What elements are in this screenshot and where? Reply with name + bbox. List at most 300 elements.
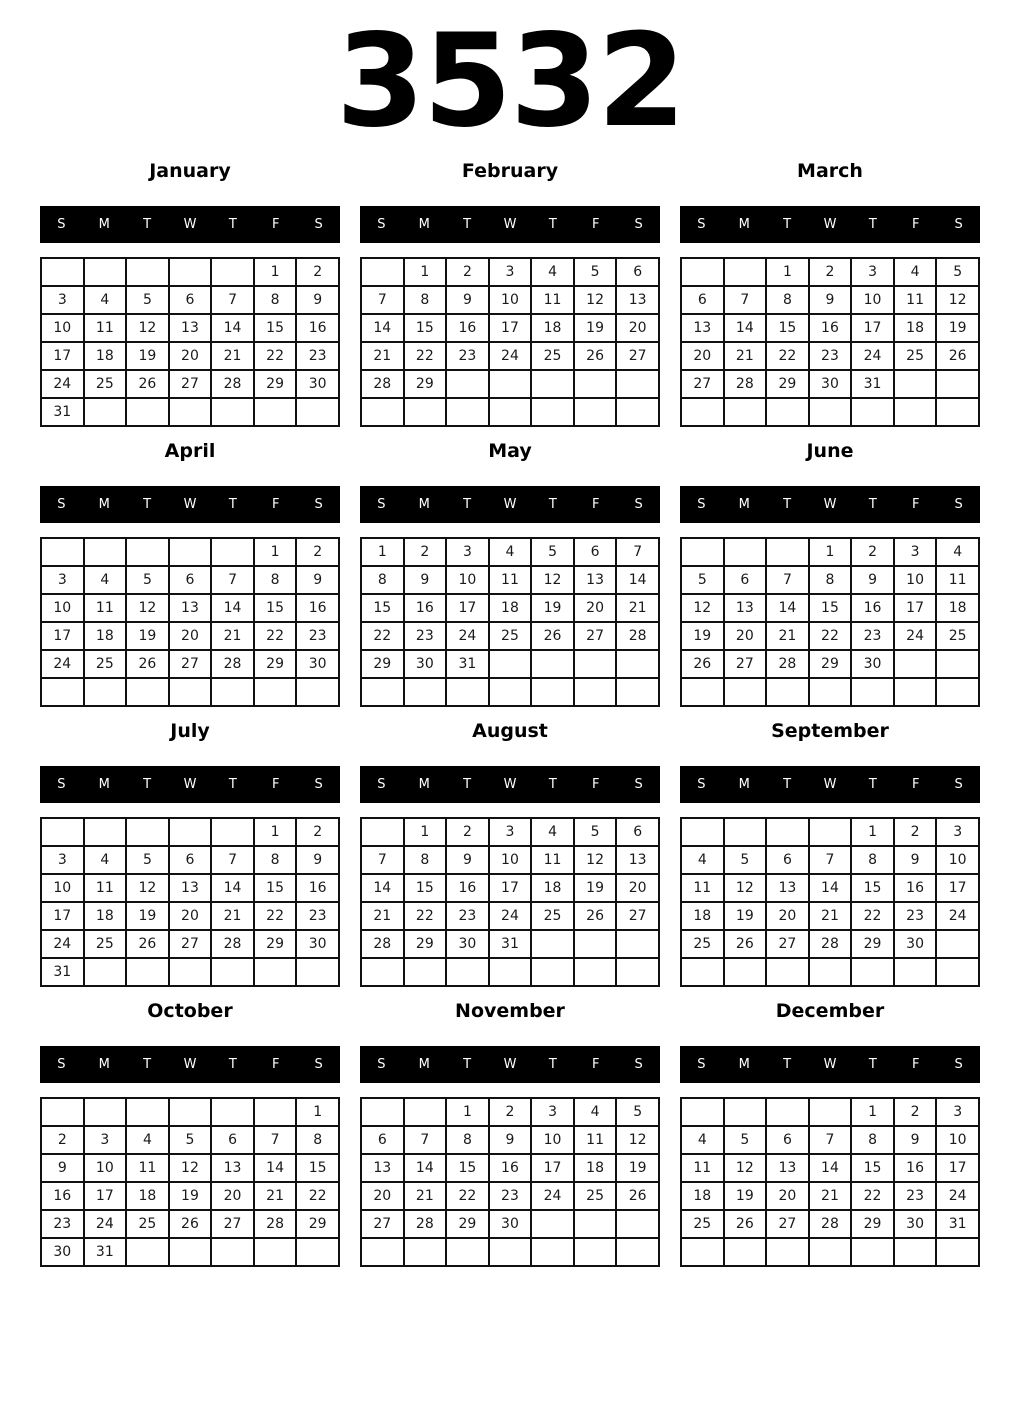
week-row [41,902,339,930]
day-cell: 24 [489,902,532,930]
weekday-header [680,486,980,523]
day-cell: 5 [169,1126,212,1154]
day-cell: 6 [616,818,659,846]
week-row [41,286,339,314]
day-cell: 9 [894,1126,937,1154]
empty-cell [446,678,489,706]
day-cell: 1 [404,818,447,846]
empty-cell [574,650,617,678]
day-cell: 27 [616,902,659,930]
day-cell: 19 [681,622,724,650]
day-cell: 25 [681,1210,724,1238]
day-cell: 8 [851,846,894,874]
day-cell: 20 [766,902,809,930]
day-cell: 3 [531,1098,574,1126]
day-cell: 28 [211,930,254,958]
day-cell: 5 [574,258,617,286]
day-cell: 13 [169,314,212,342]
empty-cell [766,958,809,986]
week-row [361,342,659,370]
day-cell: 31 [84,1238,127,1266]
day-cell: 7 [254,1126,297,1154]
day-cell: 27 [169,930,212,958]
weekday-label: W [503,777,517,792]
weekday-header [40,206,340,243]
empty-cell [404,1098,447,1126]
week-row [41,538,339,566]
empty-cell [531,398,574,426]
day-cell: 30 [489,1210,532,1238]
day-cell: 1 [446,1098,489,1126]
day-cell: 7 [724,286,767,314]
weekday-label: S [634,777,643,792]
month-grid-body [41,1098,339,1266]
day-cell: 21 [766,622,809,650]
month-grid-body [41,538,339,706]
day-cell: 11 [681,874,724,902]
day-cell: 1 [296,1098,339,1126]
empty-cell [851,678,894,706]
empty-cell [531,1210,574,1238]
day-cell: 26 [681,650,724,678]
day-cell: 8 [404,286,447,314]
empty-cell [724,1098,767,1126]
day-cell: 6 [169,566,212,594]
day-cell: 12 [169,1154,212,1182]
day-cell: 6 [724,566,767,594]
empty-cell [84,538,127,566]
month-grid-body [681,818,979,986]
weekday-label: W [183,1057,197,1072]
day-cell: 2 [851,538,894,566]
day-cell: 12 [126,594,169,622]
day-cell: 10 [41,314,84,342]
day-cell: 29 [296,1210,339,1238]
empty-cell [681,538,724,566]
day-cell: 16 [41,1182,84,1210]
day-cell: 24 [446,622,489,650]
weekday-label: S [57,777,66,792]
day-cell: 6 [211,1126,254,1154]
empty-cell [681,958,724,986]
day-cell: 20 [616,874,659,902]
week-row [361,930,659,958]
empty-cell [489,398,532,426]
week-row [41,1154,339,1182]
week-row [361,258,659,286]
day-cell: 13 [361,1154,404,1182]
week-row [361,566,659,594]
day-cell: 6 [169,846,212,874]
empty-cell [361,258,404,286]
day-cell: 14 [211,874,254,902]
day-cell: 27 [169,370,212,398]
day-cell: 16 [296,594,339,622]
empty-cell [126,678,169,706]
day-cell: 8 [446,1126,489,1154]
day-cell: 17 [41,902,84,930]
weekday-label: F [271,777,280,792]
empty-cell [361,1098,404,1126]
weekday-label: S [377,777,386,792]
empty-cell [404,398,447,426]
month-block [40,1000,340,1267]
day-cell: 7 [809,1126,852,1154]
weekday-label: F [591,497,600,512]
month-title: November [455,1000,565,1022]
day-cell: 2 [894,1098,937,1126]
day-cell: 3 [41,286,84,314]
empty-cell [84,398,127,426]
day-cell: 2 [296,258,339,286]
day-cell: 22 [296,1182,339,1210]
week-row [41,258,339,286]
day-cell: 14 [361,874,404,902]
day-cell: 21 [211,902,254,930]
empty-cell [766,678,809,706]
weekday-label: W [503,1057,517,1072]
empty-cell [41,1098,84,1126]
empty-cell [211,398,254,426]
empty-cell [894,678,937,706]
empty-cell [894,398,937,426]
weekday-label: M [418,777,430,792]
day-cell: 17 [489,874,532,902]
week-row [361,594,659,622]
day-cell: 3 [851,258,894,286]
weekday-label: W [823,497,837,512]
empty-cell [126,398,169,426]
empty-cell [851,398,894,426]
day-cell: 17 [41,622,84,650]
empty-cell [126,1238,169,1266]
day-cell: 9 [41,1154,84,1182]
day-cell: 4 [681,1126,724,1154]
week-row [41,1238,339,1266]
week-row [681,930,979,958]
month-title: December [775,1000,885,1022]
day-cell: 15 [361,594,404,622]
week-row [361,538,659,566]
day-cell: 16 [446,314,489,342]
weekday-label: S [954,1057,963,1072]
weekday-label: W [503,217,517,232]
day-cell: 19 [574,874,617,902]
day-cell: 21 [254,1182,297,1210]
weekday-label: S [697,777,706,792]
day-cell: 23 [446,902,489,930]
empty-cell [446,958,489,986]
day-cell: 30 [41,1238,84,1266]
weekday-header [40,486,340,523]
month-block [680,160,980,427]
day-cell: 10 [851,286,894,314]
weekday-header [40,766,340,803]
day-cell: 18 [574,1154,617,1182]
empty-cell [211,1098,254,1126]
week-row [41,370,339,398]
day-cell: 9 [446,286,489,314]
week-row [361,818,659,846]
empty-cell [169,538,212,566]
empty-cell [724,818,767,846]
day-cell: 11 [574,1126,617,1154]
day-cell: 1 [254,538,297,566]
empty-cell [41,538,84,566]
empty-cell [616,1210,659,1238]
week-row [681,314,979,342]
day-cell: 27 [211,1210,254,1238]
day-cell: 16 [296,874,339,902]
day-cell: 10 [489,846,532,874]
weekday-label: F [591,777,600,792]
day-cell: 14 [211,314,254,342]
week-row [41,622,339,650]
month-grid [360,257,660,427]
weekday-label: S [954,777,963,792]
empty-cell [361,1238,404,1266]
day-cell: 8 [809,566,852,594]
day-cell: 11 [489,566,532,594]
day-cell: 27 [169,650,212,678]
empty-cell [446,370,489,398]
day-cell: 15 [766,314,809,342]
day-cell: 29 [851,1210,894,1238]
day-cell: 22 [254,622,297,650]
day-cell: 1 [809,538,852,566]
day-cell: 8 [296,1126,339,1154]
day-cell: 13 [724,594,767,622]
day-cell: 24 [41,650,84,678]
empty-cell [489,370,532,398]
day-cell: 25 [936,622,979,650]
month-grid-body [681,1098,979,1266]
weekday-label: M [418,217,430,232]
month-title: September [771,720,889,742]
day-cell: 13 [574,566,617,594]
weekday-label: S [634,497,643,512]
empty-cell [126,818,169,846]
day-cell: 25 [84,650,127,678]
empty-cell [574,370,617,398]
day-cell: 28 [724,370,767,398]
empty-cell [766,818,809,846]
day-cell: 20 [169,902,212,930]
empty-cell [211,678,254,706]
weekday-label: T [868,497,877,512]
day-cell: 2 [894,818,937,846]
month-block [360,1000,660,1267]
day-cell: 21 [361,342,404,370]
empty-cell [126,1098,169,1126]
day-cell: 15 [254,874,297,902]
day-cell: 21 [616,594,659,622]
empty-cell [296,678,339,706]
day-cell: 31 [41,398,84,426]
weekday-label: S [377,217,386,232]
day-cell: 11 [894,286,937,314]
empty-cell [211,538,254,566]
week-row [361,622,659,650]
month-title: June [806,440,854,462]
day-cell: 6 [681,286,724,314]
day-cell: 20 [211,1182,254,1210]
week-row [681,650,979,678]
day-cell: 29 [254,930,297,958]
week-row [681,678,979,706]
day-cell: 18 [681,1182,724,1210]
day-cell: 24 [489,342,532,370]
day-cell: 10 [41,594,84,622]
day-cell: 12 [724,1154,767,1182]
empty-cell [254,678,297,706]
week-row [41,398,339,426]
day-cell: 12 [936,286,979,314]
month-block [360,720,660,987]
weekday-label: T [143,1057,152,1072]
day-cell: 27 [766,1210,809,1238]
empty-cell [809,678,852,706]
day-cell: 16 [894,1154,937,1182]
empty-cell [211,1238,254,1266]
week-row [41,594,339,622]
empty-cell [681,258,724,286]
day-cell: 5 [724,1126,767,1154]
weekday-label: T [143,777,152,792]
empty-cell [616,958,659,986]
week-row [41,342,339,370]
week-row [681,286,979,314]
day-cell: 6 [361,1126,404,1154]
day-cell: 27 [574,622,617,650]
month-block [40,720,340,987]
weekday-label: S [634,217,643,232]
month-grid [40,817,340,987]
empty-cell [724,258,767,286]
day-cell: 28 [211,650,254,678]
day-cell: 13 [616,286,659,314]
day-cell: 26 [126,930,169,958]
week-row [681,874,979,902]
day-cell: 28 [254,1210,297,1238]
day-cell: 29 [404,930,447,958]
month-title: May [488,440,532,462]
day-cell: 29 [809,650,852,678]
empty-cell [41,258,84,286]
day-cell: 30 [296,650,339,678]
day-cell: 13 [169,874,212,902]
month-grid-body [361,818,659,986]
week-row [361,1182,659,1210]
empty-cell [404,678,447,706]
day-cell: 6 [766,846,809,874]
day-cell: 11 [531,286,574,314]
weekday-header [360,206,660,243]
day-cell: 21 [724,342,767,370]
day-cell: 19 [724,902,767,930]
day-cell: 10 [531,1126,574,1154]
empty-cell [809,1098,852,1126]
weekday-label: M [738,217,750,232]
empty-cell [361,958,404,986]
day-cell: 11 [84,874,127,902]
day-cell: 4 [531,258,574,286]
day-cell: 23 [296,902,339,930]
day-cell: 3 [41,566,84,594]
week-row [41,1098,339,1126]
day-cell: 26 [531,622,574,650]
day-cell: 10 [936,1126,979,1154]
month-grid-body [41,818,339,986]
day-cell: 1 [851,1098,894,1126]
day-cell: 18 [489,594,532,622]
weekday-label: F [911,217,920,232]
day-cell: 23 [296,622,339,650]
weekday-label: W [183,217,197,232]
day-cell: 12 [126,314,169,342]
empty-cell [489,958,532,986]
empty-cell [531,650,574,678]
weekday-label: S [314,777,323,792]
empty-cell [766,398,809,426]
day-cell: 17 [84,1182,127,1210]
empty-cell [126,538,169,566]
day-cell: 1 [361,538,404,566]
day-cell: 25 [681,930,724,958]
day-cell: 25 [84,930,127,958]
day-cell: 19 [936,314,979,342]
empty-cell [296,958,339,986]
day-cell: 8 [404,846,447,874]
month-block [680,720,980,987]
weekday-label: F [911,777,920,792]
week-row [681,370,979,398]
weekday-label: T [228,217,237,232]
day-cell: 26 [126,650,169,678]
weekday-label: S [314,1057,323,1072]
day-cell: 19 [126,622,169,650]
week-row [361,398,659,426]
day-cell: 8 [361,566,404,594]
week-row [681,538,979,566]
empty-cell [211,258,254,286]
weekday-label: T [868,1057,877,1072]
empty-cell [446,1238,489,1266]
day-cell: 9 [296,566,339,594]
day-cell: 4 [574,1098,617,1126]
day-cell: 15 [404,314,447,342]
day-cell: 20 [616,314,659,342]
day-cell: 12 [126,874,169,902]
empty-cell [724,538,767,566]
day-cell: 18 [84,342,127,370]
day-cell: 14 [211,594,254,622]
day-cell: 7 [766,566,809,594]
empty-cell [851,1238,894,1266]
week-row [41,650,339,678]
month-title: July [170,720,210,742]
day-cell: 30 [404,650,447,678]
day-cell: 7 [616,538,659,566]
day-cell: 23 [851,622,894,650]
weekday-label: M [98,777,110,792]
weekday-label: F [271,1057,280,1072]
day-cell: 22 [809,622,852,650]
week-row [41,314,339,342]
day-cell: 20 [169,622,212,650]
day-cell: 21 [211,342,254,370]
weekday-label: F [911,1057,920,1072]
